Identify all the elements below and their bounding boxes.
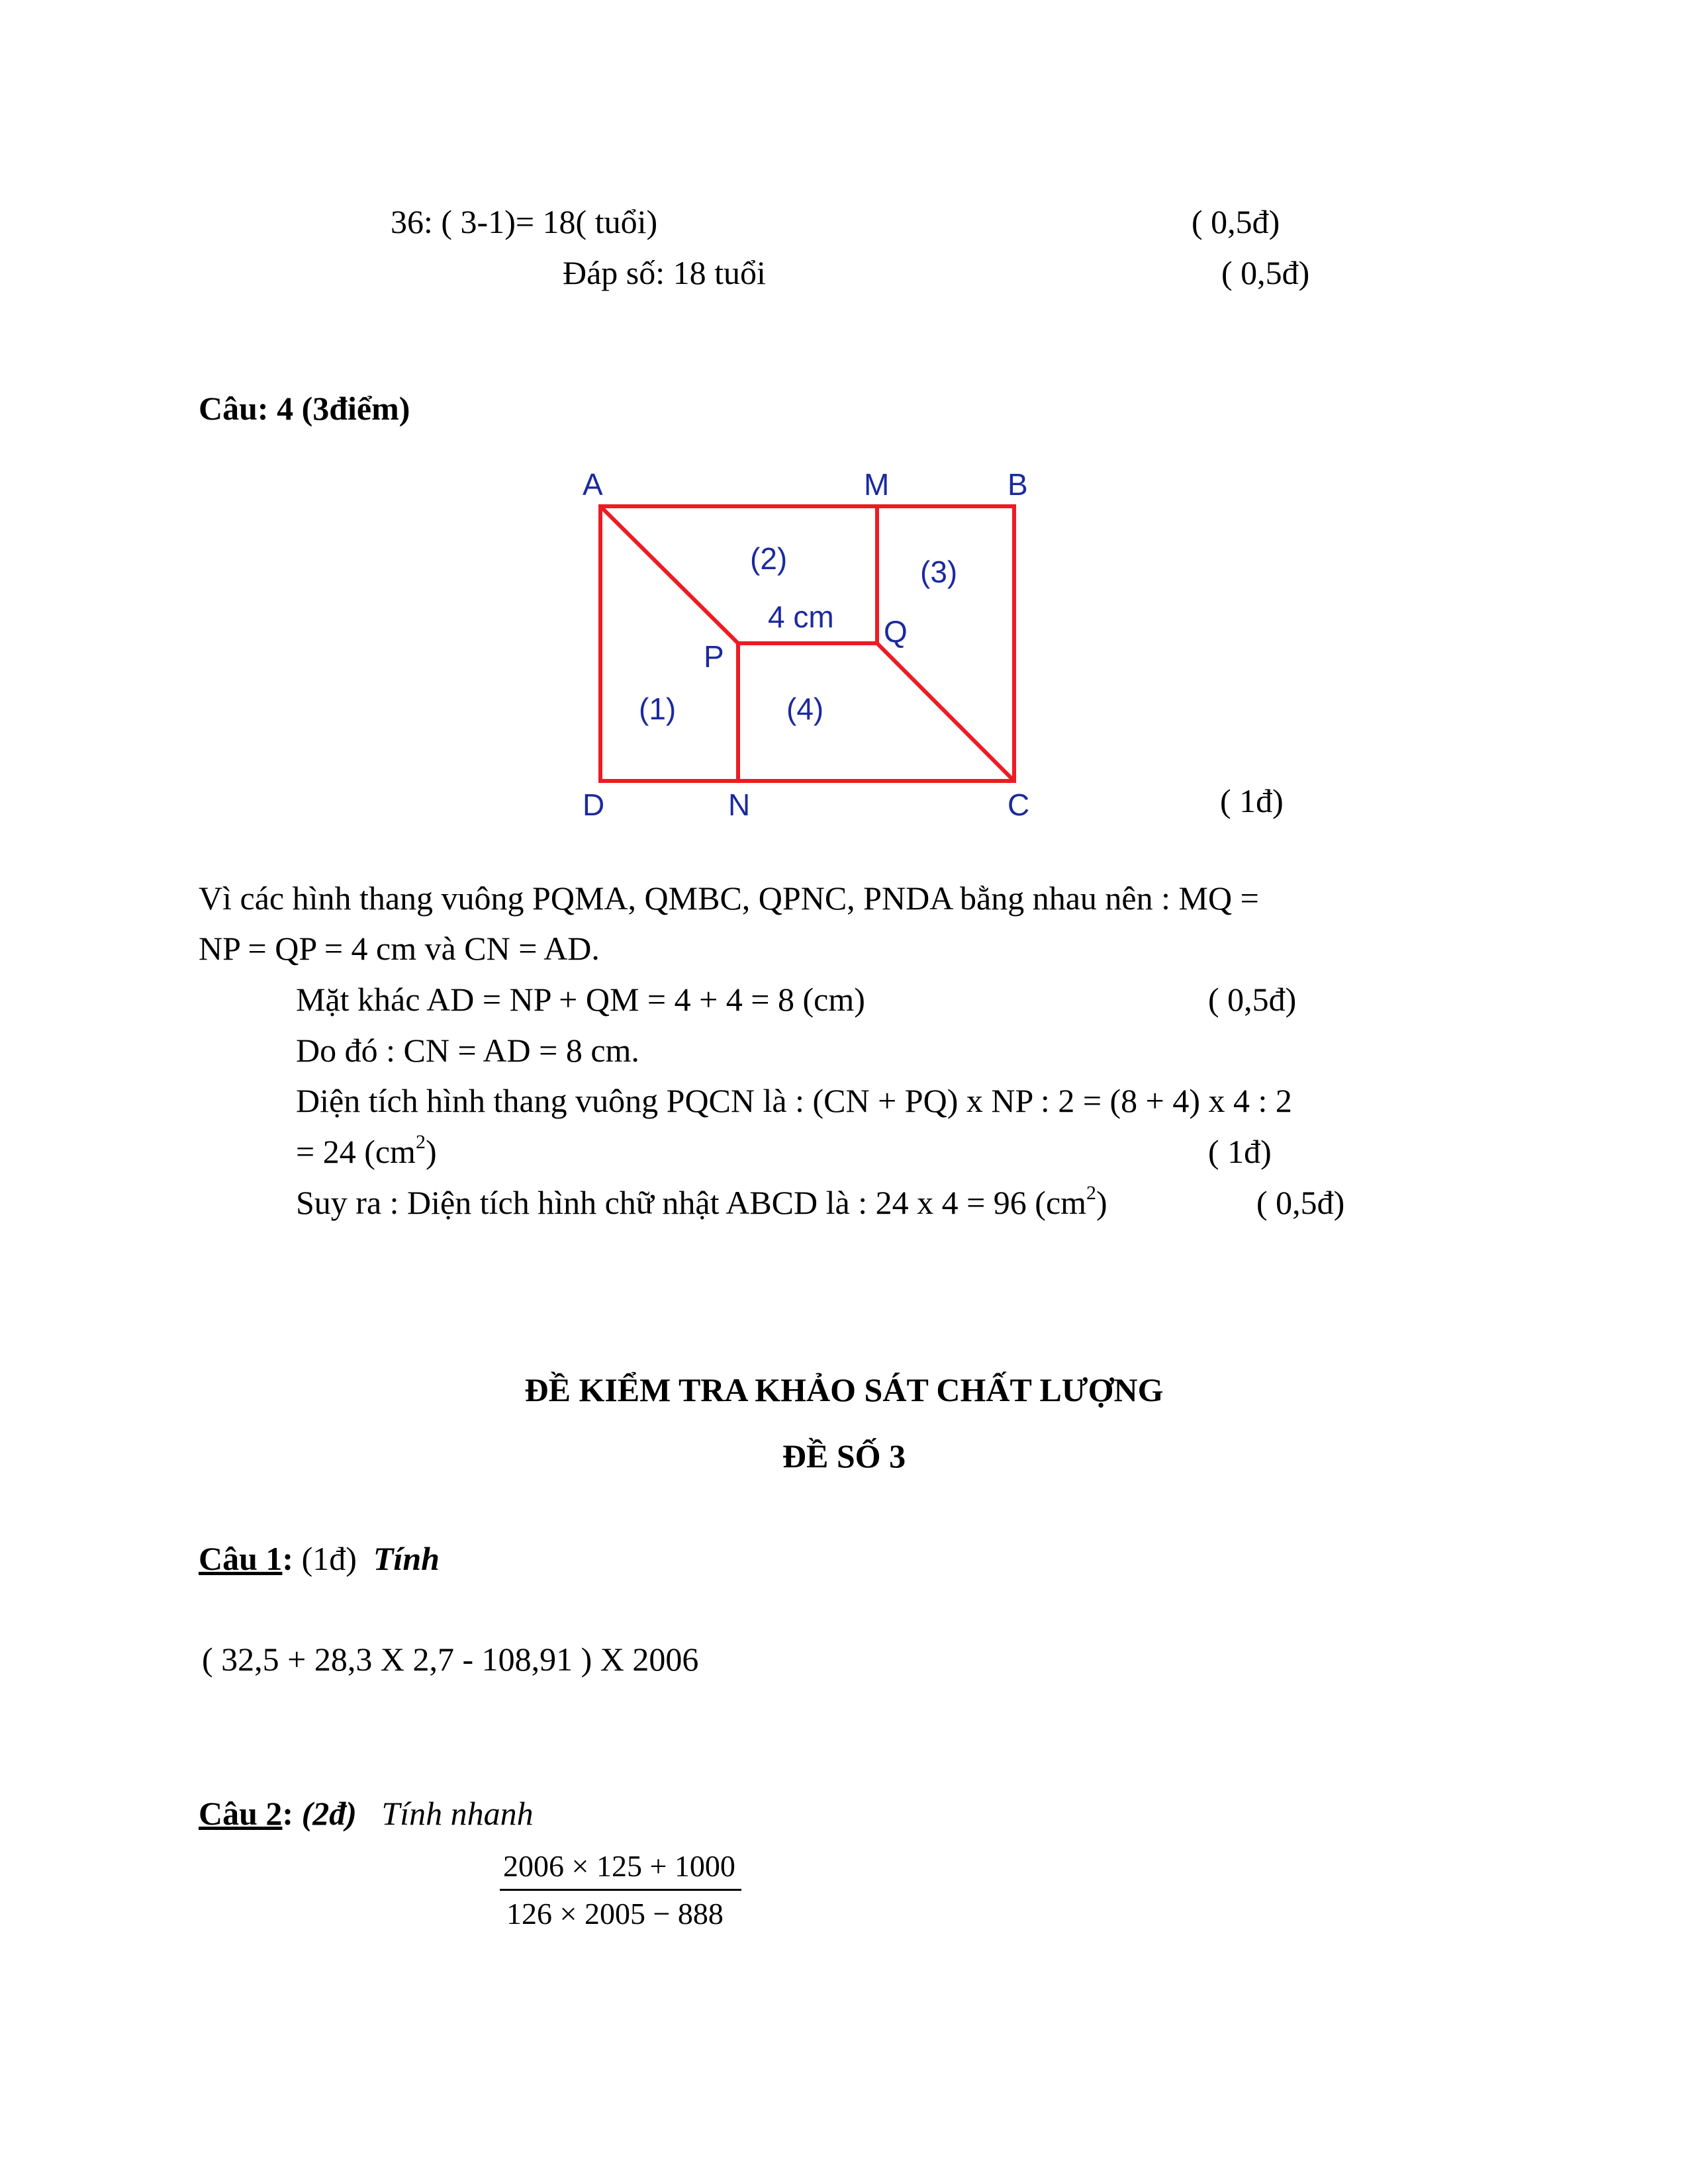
q4-line-total: Suy ra : Diện tích hình chữ nhật ABCD là : 24 x 4 = 96 $(cm^2)$ (296, 1182, 1107, 1221)
label-m: M (864, 467, 890, 502)
q2-label: Câu 2 (199, 1795, 283, 1832)
q4-heading: Câu: 4 (3điểm) (199, 390, 410, 427)
q2-heading: Câu 2: (2đ) Tính nhanh (199, 1795, 534, 1832)
q1-heading: Câu 1: (1đ) Tính (199, 1540, 440, 1577)
q2-numerator: 2006 × 125 + 1000 (503, 1849, 735, 1883)
label-a: A (583, 467, 603, 502)
label-region-3: (3) (920, 555, 958, 589)
q4-line-ad-score: ( 0,5đ) (1208, 981, 1297, 1018)
q2-fraction-bar (500, 1889, 741, 1891)
label-p: P (704, 639, 724, 674)
prev-answer-line1: 36: ( 3-1)= 18( tuổi) (391, 203, 658, 240)
q1-expression: ( 32,5 + 28,3 X 2,7 - 108,91 ) X 2006 (202, 1641, 699, 1678)
prev-answer-line2: Đáp số: 18 tuổi (563, 254, 766, 291)
exam-subtitle: ĐỀ SỐ 3 (782, 1437, 906, 1475)
segment-qc (877, 643, 1014, 781)
label-region-2: (2) (750, 541, 788, 576)
label-length-pq: 4 cm (768, 600, 834, 634)
q4-line-area1: Diện tích hình thang vuông PQCN là : (CN + PQ) x NP : 2 = (8 + 4) x 4 : 2 (296, 1082, 1292, 1119)
prev-answer-line1-score: ( 0,5đ) (1192, 203, 1280, 240)
q2-denominator: 126 × 2005 − 888 (506, 1897, 724, 1931)
q4-line-area2: = 24 $(cm^2)$ (296, 1131, 437, 1170)
q4-line-total-score: ( 0,5đ) (1256, 1184, 1345, 1221)
q1-points: (1đ) (301, 1540, 357, 1577)
label-n: N (728, 788, 751, 822)
q4-rectangle-figure (0, 0, 1688, 860)
q4-text-line1: Vì các hình thang vuông PQMA, QMBC, QPNC, PNDA bằng nhau nên : MQ = (199, 880, 1259, 917)
label-d: D (583, 788, 605, 822)
figure-lines (600, 506, 1014, 781)
label-b: B (1008, 467, 1028, 502)
q4-line-ad: Mặt khác AD = NP + QM = 4 + 4 = 8 (cm) (296, 981, 865, 1018)
prev-answer-line2-score: ( 0,5đ) (1221, 254, 1310, 291)
segment-ap (600, 506, 738, 643)
q2-task: Tính nhanh (381, 1795, 534, 1832)
q1-label: Câu 1 (199, 1540, 283, 1577)
q4-figure-score: ( 1đ) (1220, 782, 1284, 819)
label-q: Q (884, 614, 908, 649)
label-region-4: (4) (786, 692, 824, 726)
label-c: C (1008, 788, 1030, 822)
q4-text-line2: NP = QP = 4 cm và CN = AD. (199, 930, 600, 967)
exam-title: ĐỀ KIỂM TRA KHẢO SÁT CHẤT LƯỢNG (524, 1371, 1164, 1408)
q4-line-cn: Do đó : CN = AD = 8 cm. (296, 1032, 639, 1069)
q2-points: (2đ) (301, 1795, 357, 1832)
label-region-1: (1) (639, 692, 677, 726)
q4-line-area2-score: ( 1đ) (1208, 1133, 1272, 1170)
q1-task: Tính (373, 1540, 440, 1577)
